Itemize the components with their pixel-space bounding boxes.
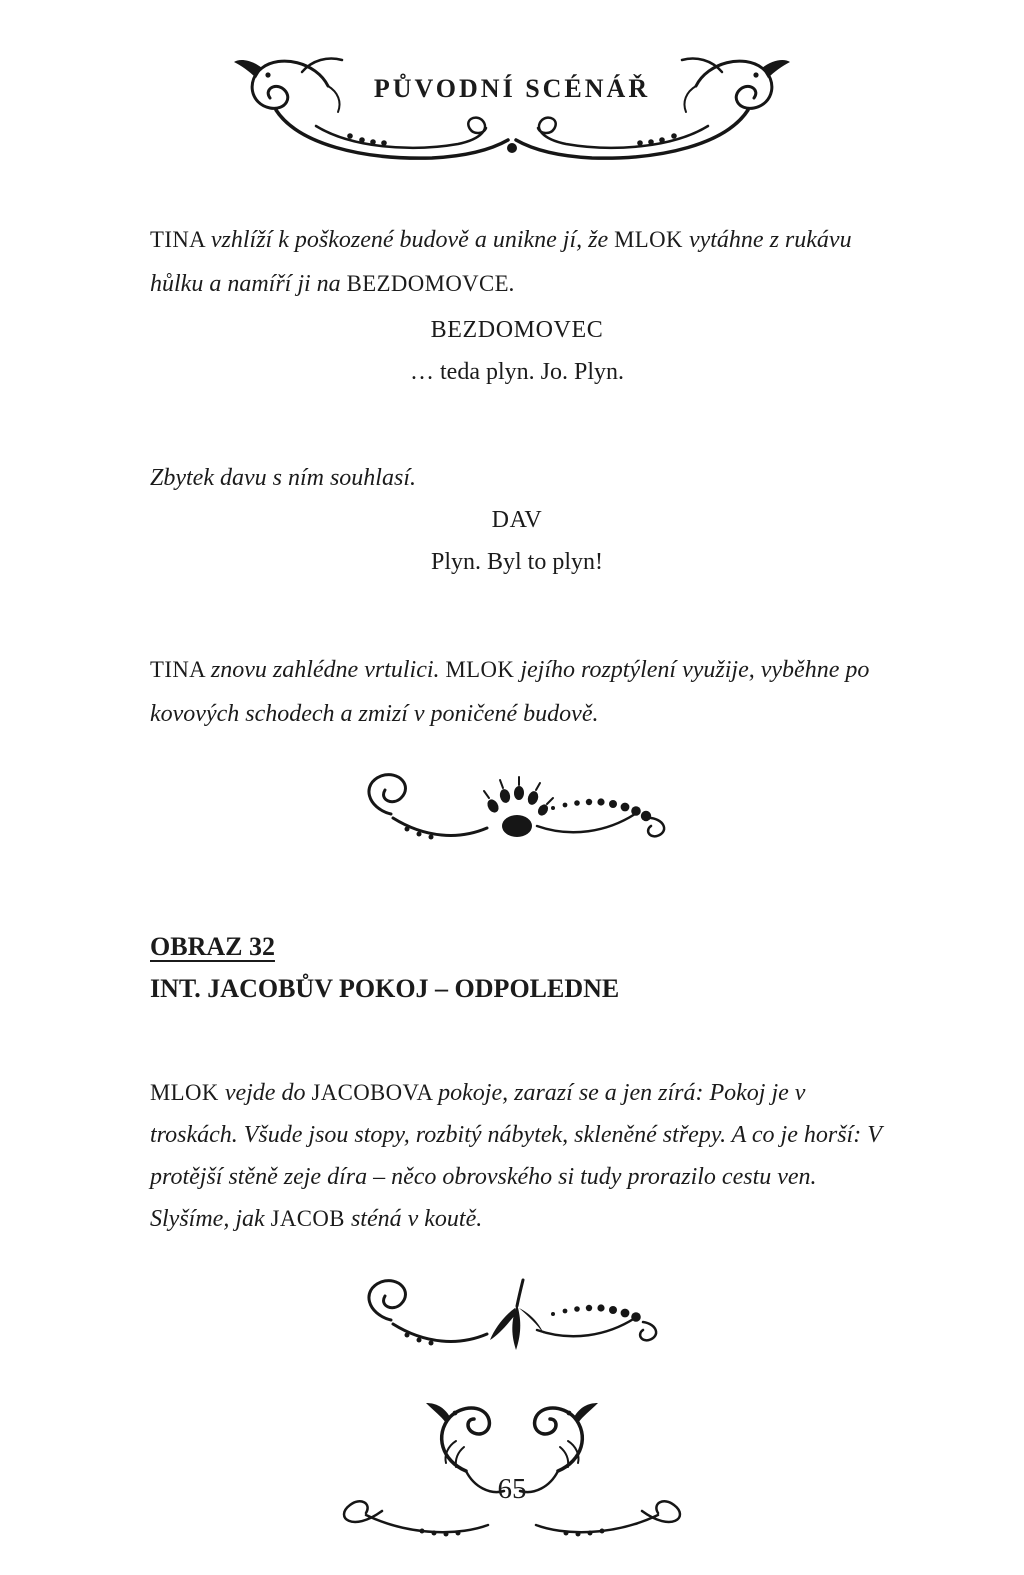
text-segment: MLOK [445, 657, 521, 682]
text-segment: TINA [150, 227, 211, 252]
paw-print-flourish-icon [347, 762, 677, 862]
scene-heading [150, 926, 884, 1010]
text-segment: vzhlíží k poškozené budově a unikne jí, že [210, 227, 615, 253]
action-paragraph [150, 648, 884, 736]
text-segment: MLOK [150, 1080, 225, 1105]
page-number: 65 [497, 1473, 527, 1505]
page-header-title: PŮVODNÍ SCÉNÁŘ [373, 74, 651, 103]
text-segment: vytáhne z rukávu hůlku a namíří ji na [150, 227, 852, 297]
text-segment: BEZDOMOVCE [346, 271, 509, 296]
text-segment: sténá v koutě. [350, 1206, 483, 1232]
text-segment: JACOB [270, 1206, 351, 1231]
scene-number: OBRAZ 32 [150, 932, 275, 961]
text-segment: znovu zahlédne vrtulici. [210, 657, 446, 683]
text-segment: Zbytek davu s ním souhlasí. [150, 465, 416, 491]
swan-flourish-icon [232, 52, 792, 172]
double-swan-flourish-icon [322, 1383, 702, 1558]
text-segment: MLOK [614, 227, 689, 252]
scene-location: INT. JACOBŮV POKOJ – ODPOLEDNE [150, 974, 620, 1003]
text-segment: vejde do [224, 1080, 312, 1106]
text-segment: TINA [150, 657, 211, 682]
dialogue-line: … teda plyn. Jo. Plyn. [410, 359, 624, 385]
bird-track-flourish-icon [347, 1272, 677, 1367]
action-paragraph [150, 218, 884, 306]
text-segment: . [508, 271, 515, 297]
action-paragraph [150, 456, 884, 500]
text-segment: pokoje, zarazí se a jen zírá: Pokoj je v troskách. Všude jsou stopy, rozbitý nábytek, skleněné střepy. A co je horší: V protější stěně zeje díra – něco obrovského si tudy prorazilo cestu ven. Slyšíme, jak [150, 1080, 882, 1232]
dialogue-character: DAV [491, 507, 543, 533]
text-segment: jejího rozptýlení využije, vyběhne po kovových schodech a zmizí v poničené budově. [150, 657, 870, 727]
text-segment: JACOBOVA [311, 1080, 439, 1105]
dialogue-line: Plyn. Byl to plyn! [430, 549, 604, 575]
dialogue-character: BEZDOMOVEC [430, 317, 604, 343]
action-paragraph [150, 1072, 884, 1240]
